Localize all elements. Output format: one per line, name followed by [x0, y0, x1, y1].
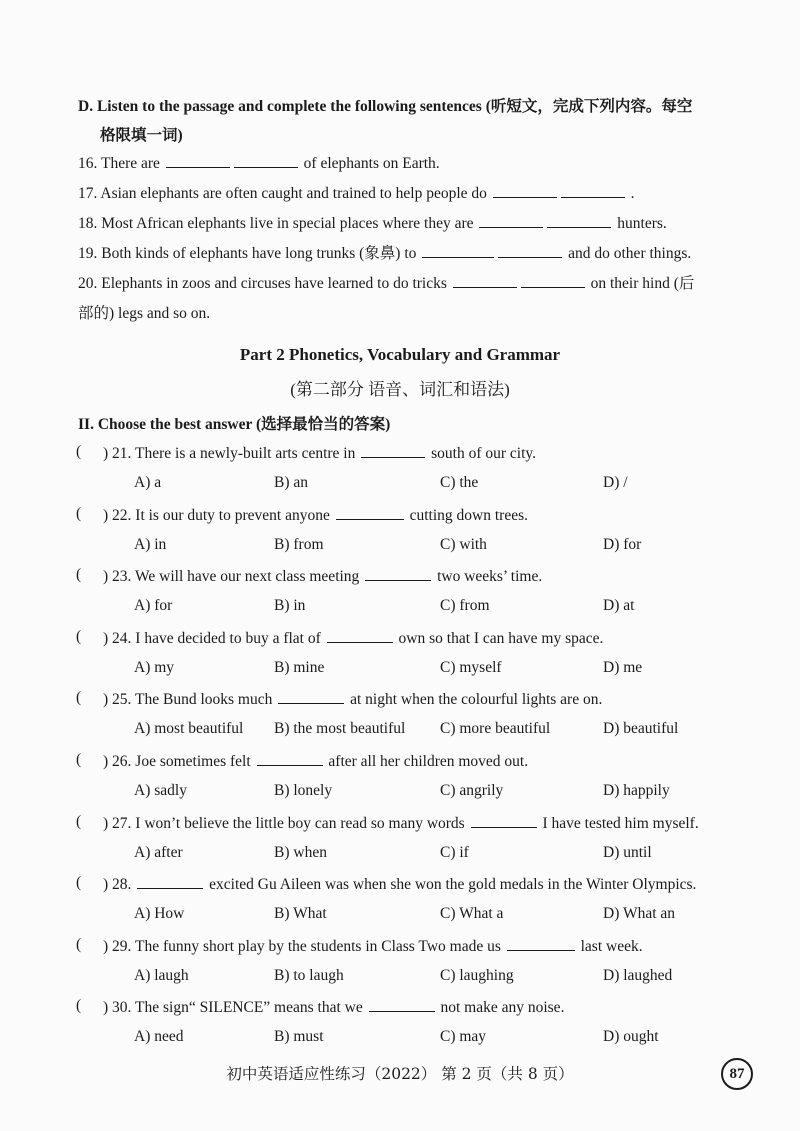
answer-bracket[interactable]: ( [76, 566, 82, 583]
options-row [0, 659, 800, 681]
answer-blank[interactable] [278, 689, 344, 704]
option-a[interactable]: A) in [134, 536, 167, 553]
question-29 [76, 936, 756, 958]
option-d[interactable]: D) / [603, 474, 628, 491]
option-d[interactable]: D) What an [603, 905, 676, 922]
listening-item-20: 20. Elephants in zoos and circuses have learned to do tricks on their hind (后 部的) legs and so on. [78, 275, 695, 322]
answer-bracket[interactable]: ( [76, 813, 82, 830]
option-d[interactable]: D) happily [603, 782, 670, 799]
option-a[interactable]: A) a [134, 474, 162, 491]
option-b[interactable]: B) What [274, 905, 327, 922]
answer-blank[interactable] [234, 153, 298, 168]
option-c[interactable]: C) myself [440, 659, 502, 676]
answer-blank[interactable] [547, 213, 611, 228]
question-26 [76, 751, 756, 773]
option-c[interactable]: C) with [440, 536, 487, 553]
options-row [0, 597, 800, 619]
answer-blank[interactable] [507, 936, 575, 951]
question-stem: ) 25. The Bund looks much at night when the colourful lights are on. [103, 691, 603, 708]
answer-bracket[interactable]: ( [76, 936, 82, 953]
answer-blank[interactable] [493, 183, 557, 198]
option-d[interactable]: D) beautiful [603, 720, 679, 737]
option-a[interactable]: A) for [134, 597, 173, 614]
answer-blank[interactable] [453, 273, 517, 288]
answer-bracket[interactable]: ( [76, 505, 82, 522]
option-c[interactable]: C) from [440, 597, 490, 614]
answer-blank[interactable] [166, 153, 230, 168]
question-24 [76, 628, 756, 650]
answer-blank[interactable] [327, 628, 393, 643]
question-stem: ) 21. There is a newly-built arts centre in south of our city. [103, 445, 537, 462]
answer-blank[interactable] [369, 997, 435, 1012]
answer-blank[interactable] [365, 566, 431, 581]
option-b[interactable]: B) to laugh [274, 967, 344, 984]
answer-blank[interactable] [137, 874, 203, 889]
question-23 [76, 566, 756, 588]
option-c[interactable]: C) What a [440, 905, 504, 922]
section-d-heading-line2: 格限填一词) [100, 127, 183, 144]
option-c[interactable]: C) the [440, 474, 479, 491]
question-stem: ) 28. excited Gu Aileen was when she won the gold medals in the Winter Olympics. [103, 876, 697, 893]
option-a[interactable]: A) need [134, 1028, 184, 1045]
option-c[interactable]: C) if [440, 844, 469, 861]
answer-blank[interactable] [521, 273, 585, 288]
option-b[interactable]: B) must [274, 1028, 324, 1045]
answer-blank[interactable] [471, 813, 537, 828]
options-row [0, 474, 800, 496]
question-21 [76, 443, 756, 465]
option-d[interactable]: D) at [603, 597, 635, 614]
question-stem: ) 23. We will have our next class meeting two weeks’ time. [103, 568, 543, 585]
option-b[interactable]: B) mine [274, 659, 325, 676]
question-27 [76, 813, 756, 835]
answer-bracket[interactable]: ( [76, 751, 82, 768]
listening-item-19: 19. Both kinds of elephants have long trunks (象鼻) to and do other things. [78, 245, 692, 262]
question-stem: ) 24. I have decided to buy a flat of own so that I can have my space. [103, 630, 604, 647]
option-c[interactable]: C) laughing [440, 967, 514, 984]
question-25 [76, 689, 756, 711]
option-b[interactable]: B) an [274, 474, 309, 491]
section-d-heading [78, 92, 738, 150]
option-b[interactable]: B) lonely [274, 782, 333, 799]
section-d-heading-line1: D. Listen to the passage and complete the following sentences (听短文，完成下列内容。每空 [78, 98, 693, 115]
option-d[interactable]: D) laughed [603, 967, 673, 984]
answer-bracket[interactable]: ( [76, 628, 82, 645]
listening-item-16: 16. There are of elephants on Earth. [78, 155, 440, 172]
option-d[interactable]: D) for [603, 536, 642, 553]
options-row [0, 782, 800, 804]
answer-blank[interactable] [257, 751, 323, 766]
page-number-badge: 87 [721, 1058, 753, 1090]
answer-blank[interactable] [561, 183, 625, 198]
option-a[interactable]: A) after [134, 844, 183, 861]
answer-bracket[interactable]: ( [76, 874, 82, 891]
option-d[interactable]: D) me [603, 659, 643, 676]
answer-bracket[interactable]: ( [76, 689, 82, 706]
option-a[interactable]: A) my [134, 659, 175, 676]
option-c[interactable]: C) more beautiful [440, 720, 551, 737]
question-28 [76, 874, 756, 896]
option-d[interactable]: D) ought [603, 1028, 659, 1045]
options-row [0, 536, 800, 558]
options-row [0, 905, 800, 927]
section-ii-heading: II. Choose the best answer (选择最恰当的答案) [78, 416, 391, 433]
option-a[interactable]: A) most beautiful [134, 720, 244, 737]
option-d[interactable]: D) until [603, 844, 652, 861]
option-c[interactable]: C) may [440, 1028, 487, 1045]
answer-bracket[interactable]: ( [76, 443, 82, 460]
listening-item-18: 18. Most African elephants live in special places where they are hunters. [78, 215, 667, 232]
option-b[interactable]: B) from [274, 536, 324, 553]
question-stem: ) 29. The funny short play by the students in Class Two made us last week. [103, 938, 643, 955]
listening-item-17: 17. Asian elephants are often caught and trained to help people do . [78, 185, 635, 202]
answer-blank[interactable] [498, 243, 562, 258]
option-a[interactable]: A) sadly [134, 782, 187, 799]
option-a[interactable]: A) laugh [134, 967, 189, 984]
options-row [0, 720, 800, 742]
option-b[interactable]: B) when [274, 844, 327, 861]
options-row [0, 967, 800, 989]
question-stem: ) 22. It is our duty to prevent anyone cutting down trees. [103, 507, 528, 524]
answer-blank[interactable] [422, 243, 494, 258]
part-2-subtitle: (第二部分 语音、词汇和语法) [290, 380, 510, 399]
question-22 [76, 505, 756, 527]
option-c[interactable]: C) angrily [440, 782, 504, 799]
options-row [0, 844, 800, 866]
part-2-title: Part 2 Phonetics, Vocabulary and Grammar [239, 345, 561, 364]
option-b[interactable]: B) the most beautiful [274, 720, 406, 737]
answer-blank[interactable] [479, 213, 543, 228]
answer-blank[interactable] [336, 505, 404, 520]
question-stem: ) 27. I won’t believe the little boy can read so many words I have tested him myself. [103, 815, 699, 832]
page-footer: 初中英语适应性练习（2022） 第 2 页（共 8 页） [226, 1065, 574, 1083]
answer-blank[interactable] [361, 443, 425, 458]
question-stem: ) 26. Joe sometimes felt after all her children moved out. [103, 753, 529, 770]
question-30 [76, 997, 756, 1019]
question-stem: ) 30. The sign“ SILENCE” means that we not make any noise. [103, 999, 565, 1016]
answer-bracket[interactable]: ( [76, 997, 82, 1014]
option-b[interactable]: B) in [274, 597, 306, 614]
options-row [0, 1028, 800, 1050]
option-a[interactable]: A) How [134, 905, 185, 922]
